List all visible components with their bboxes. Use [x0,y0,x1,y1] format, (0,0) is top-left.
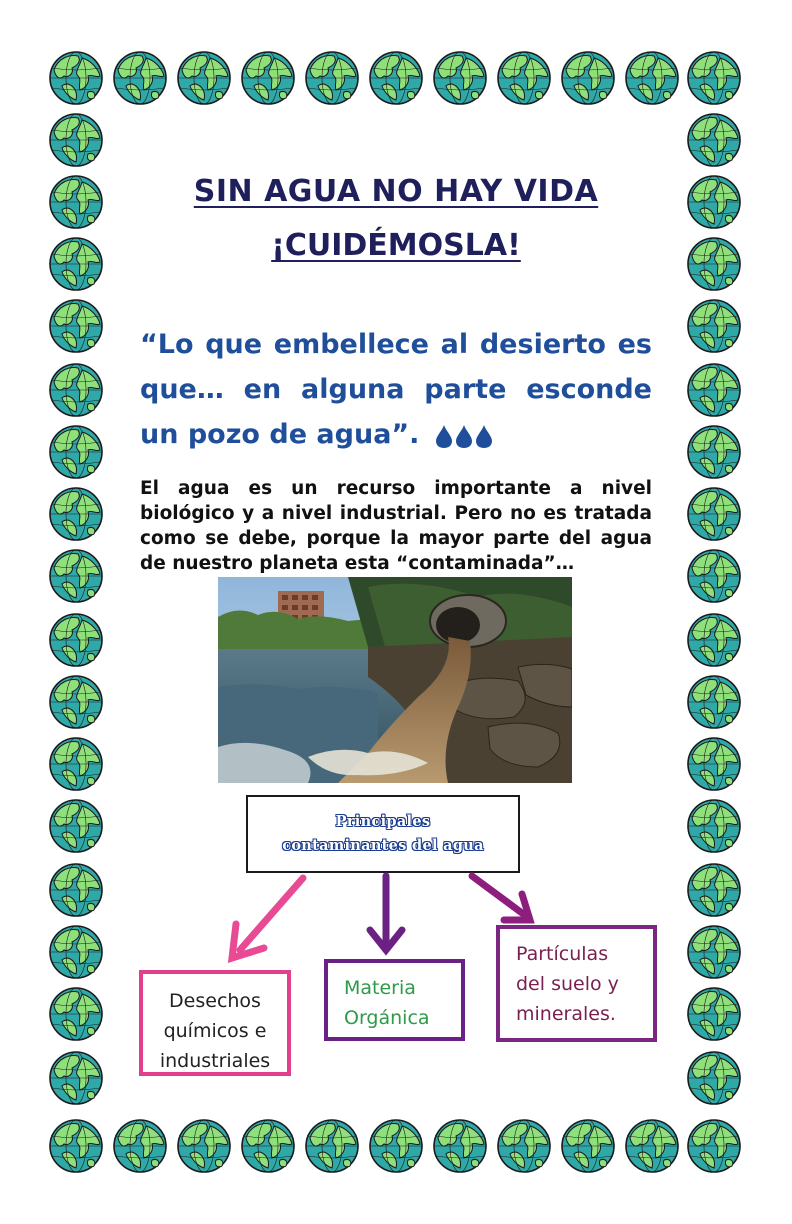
globe-icon [688,364,740,416]
title-line-1: SIN AGUA NO HAY VIDA [193,174,599,209]
globe-icon [114,1120,166,1172]
globe-icon [50,488,102,540]
title-line-2: ¡CUIDÉMOSLA! [271,228,521,263]
globe-icon [434,52,486,104]
diagram-main-box [246,795,520,873]
box-particulas-line-3: minerales. [516,1003,616,1025]
globe-icon [688,550,740,602]
globe-icon [626,52,678,104]
box-particulas-line-1: Partículas [516,943,609,965]
globe-icon [370,52,422,104]
globe-icon [50,426,102,478]
globe-icon [688,926,740,978]
globe-icon [178,52,230,104]
globe-icon [50,52,102,104]
globe-icon [370,1120,422,1172]
globe-icon [306,52,358,104]
water-drops-icon [435,423,493,449]
globe-icon [242,52,294,104]
globe-icon [50,114,102,166]
box-desechos-line-1: Desechos [169,990,261,1012]
quote [140,322,652,457]
box-desechos [139,970,291,1076]
globe-icon [178,1120,230,1172]
globe-icon [688,1120,740,1172]
globe-icon [50,926,102,978]
globe-icon [562,52,614,104]
box-particulas-line-2: del suelo y [516,973,619,995]
globe-icon [50,988,102,1040]
box-desechos-line-2: químicos e [163,1020,267,1042]
main-box-line-2: contaminantes del agua [282,837,484,854]
body-paragraph: El agua es un recurso importante a nivel biológico y a nivel industrial. Pero no es tratada como se debe, porque la mayor parte del agua de nuestro planeta esta “contaminada”… [140,478,652,574]
globe-icon [688,488,740,540]
globe-icon [50,800,102,852]
polluted-river-photo [218,577,572,783]
globe-icon [688,864,740,916]
globe-icon [306,1120,358,1172]
globe-icon [50,738,102,790]
globe-icon [434,1120,486,1172]
globe-icon [498,52,550,104]
box-materia-organica [324,959,465,1041]
globe-icon [688,114,740,166]
box-desechos-line-3: industriales [159,1050,271,1072]
globe-icon [242,1120,294,1172]
globe-icon [50,1120,102,1172]
globe-icon [114,52,166,104]
quote-text: “Lo que embellece al desierto es que… en alguna parte esconde un pozo de agua”. [140,329,652,450]
globe-icon [688,676,740,728]
globe-icon [562,1120,614,1172]
box-particulas [496,925,657,1042]
globe-icon [498,1120,550,1172]
globe-icon [688,52,740,104]
box-materia-line-1: Materia [344,977,416,999]
globe-icon [688,988,740,1040]
box-materia-line-2: Orgánica [344,1007,430,1029]
globe-icon [50,864,102,916]
globe-icon [50,614,102,666]
globe-icon [50,1052,102,1104]
globe-icon [688,1052,740,1104]
globe-icon [50,550,102,602]
globe-icon [688,738,740,790]
globe-icon [50,676,102,728]
globe-icon [688,800,740,852]
main-box-line-1: Principales [335,813,431,830]
globe-icon [50,300,102,352]
globe-icon [626,1120,678,1172]
globe-icon [688,426,740,478]
globe-icon [688,614,740,666]
globe-icon [688,300,740,352]
globe-icon [50,364,102,416]
